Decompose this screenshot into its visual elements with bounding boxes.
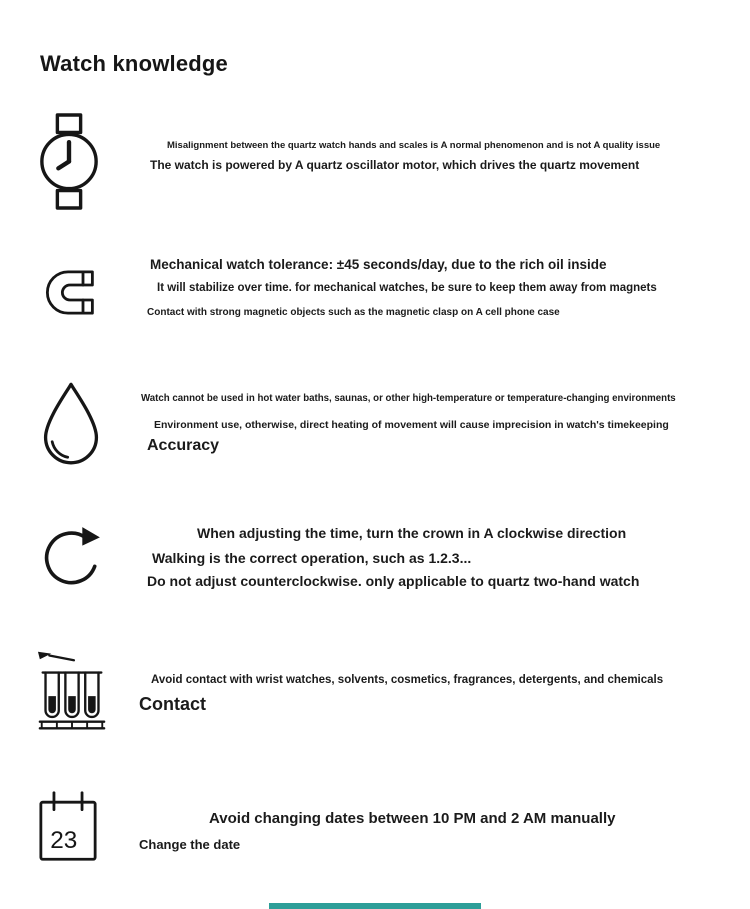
counterclockwise-line: Do not adjust counterclockwise. only applicable to quartz two-hand watch: [147, 573, 640, 589]
quartz-note-line: Misalignment between the quartz watch hands and scales is A normal phenomenon and is not A quality issue: [167, 140, 661, 151]
tolerance-line: Mechanical watch tolerance: ±45 seconds/day, due to the rich oil inside: [150, 257, 607, 272]
magnet-contact-line: Contact with strong magnetic objects such as the magnetic clasp on A cell phone case: [147, 307, 560, 318]
environment-line: Environment use, otherwise, direct heating of movement will cause imprecision in watch's timekeeping: [154, 419, 669, 431]
change-date-line: Change the date: [139, 837, 241, 852]
calendar-icon: [38, 790, 98, 863]
page-title: Watch knowledge: [40, 50, 228, 76]
clockwise-line: When adjusting the time, turn the crown in A clockwise direction: [197, 525, 627, 541]
contact-heading: Contact: [139, 694, 206, 714]
bottom-teal-strip: [269, 903, 481, 909]
date-warning-line: Avoid changing dates between 10 PM and 2 AM manually: [209, 810, 616, 827]
stabilize-line: It will stabilize over time. for mechanical watches, be sure to keep them away from magnets: [157, 282, 657, 294]
chemicals-line: Avoid contact with wrist watches, solvents, cosmetics, fragrances, detergents, and chemicals: [151, 674, 664, 686]
walking-line: Walking is the correct operation, such as 1.2.3...: [152, 550, 472, 566]
accuracy-heading: Accuracy: [147, 437, 220, 454]
quartz-main-line: The watch is powered by A quartz oscillator motor, which drives the quartz movement: [150, 158, 640, 172]
calendar-day-number: 23: [50, 827, 78, 855]
hot-water-line: Watch cannot be used in hot water baths, saunas, or other high-temperature or temperature-changing environments: [141, 393, 676, 404]
